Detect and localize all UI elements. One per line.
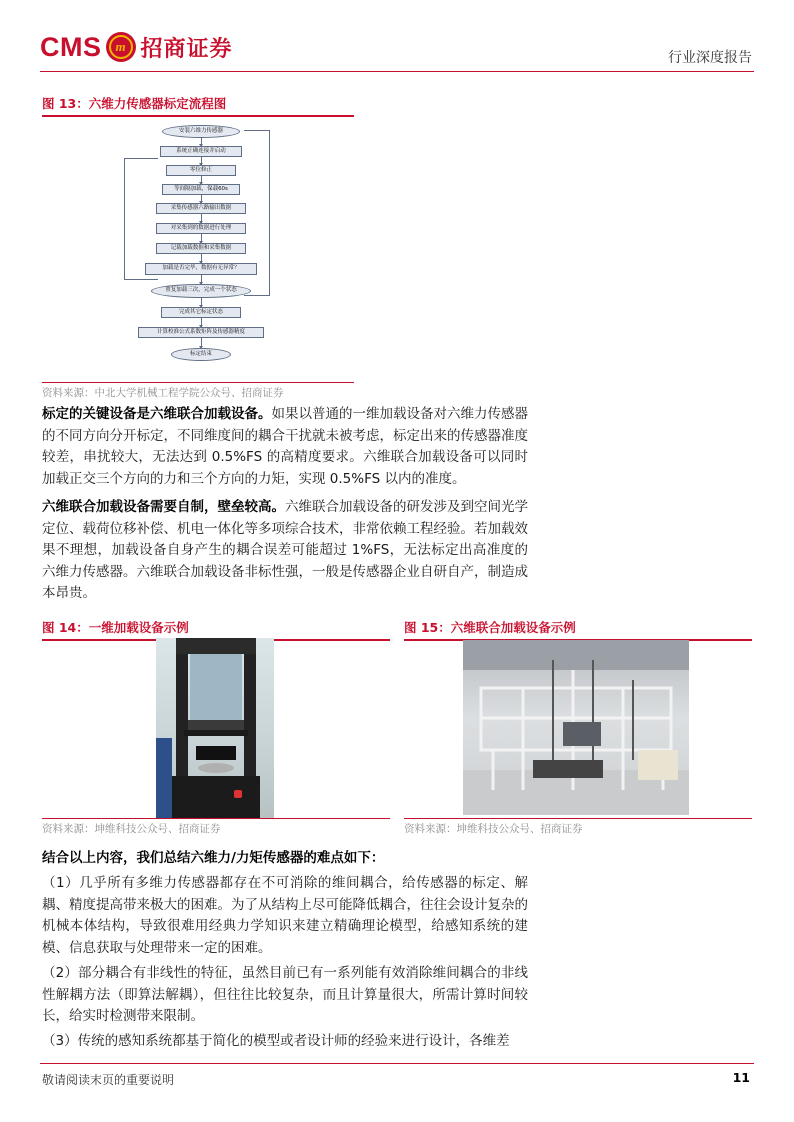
calibration-flowchart (116, 122, 286, 378)
figure-13-caption: 图 13：六维力传感器标定流程图 (42, 96, 354, 117)
flow-node-process: 对采集到的数据进行处理 (156, 223, 246, 234)
flow-node-repeat: 重复加载三次，完成一个状态 (151, 284, 251, 298)
flow-node-install: 安装六维力传感器 (162, 125, 240, 138)
flow-node-end: 标定结束 (171, 348, 231, 361)
flow-node-other-states: 完成其它标定状态 (161, 307, 241, 318)
figure-13-source: 资料来源：中北大学机械工程学院公众号、招商证券 (42, 382, 354, 400)
flow-loop-left (124, 158, 158, 280)
header-divider (40, 71, 754, 72)
figure-15-caption: 图 15：六维联合加载设备示例 (404, 620, 752, 641)
page-number: 11 (732, 1070, 750, 1085)
flow-arrow (201, 195, 202, 203)
paragraph-self-made: 六维联合加载设备需要自制，壁垒较高。六维联合加载设备的研发涉及到空间光学定位、载荷位移补偿、机电一体化等多项综合技术，非常依赖工程经验。若加载效果不理想，加载设备自身产生的耦合误差可能超过 1%FS，无法标定出高准度的六维力传感器。六维联合加载设备非标性强，一般是传感器企业自研自产，制造成本昂贵。 (42, 499, 528, 601)
flow-arrow (201, 338, 202, 348)
difficulty-point-2: （2）部分耦合有非线性的特征，虽然目前已有一系列能有效消除维间耦合的非线性解耦方法（即算法解耦），但往往比较复杂，而且计算量很大，所需计算时间较长，给实时检测带来限制。 (42, 965, 528, 1024)
flow-node-compute: 计算校准公式系数矩阵及传感器精度 (138, 327, 264, 338)
flow-node-collect: 采集传感器六路输出数据 (156, 203, 246, 214)
flow-arrow (201, 254, 202, 263)
logo-chinese-text: 招商证券 (140, 35, 233, 62)
flow-arrow (201, 298, 202, 307)
flow-node-connect: 系统正确连接并启动 (160, 146, 242, 157)
flow-arrow (201, 318, 202, 327)
report-type: 行业深度报告 (668, 50, 752, 66)
paragraph-key-equipment: 标定的关键设备是六维联合加载设备。如果以普通的一维加载设备对六维力传感器的不同方向分开标定，不同维度间的耦合干扰就未被考虑，标定出来的传感器准度较差，串扰较大，无法达到 0.5%FS 的高精度要求。六维联合加载设备可以同时加载正交三个方向的力和三个方向的力矩，实现 0.5%FS 以内的准度。 (42, 406, 528, 487)
flow-arrow (201, 214, 202, 223)
footer-disclaimer-note: 敬请阅读末页的重要说明 (42, 1073, 175, 1087)
single-axis-loading-machine-photo (156, 638, 274, 818)
figure-14-caption: 图 14：一维加载设备示例 (42, 620, 390, 641)
flow-arrow (201, 157, 202, 165)
flow-node-record: 记载加载数据和采集数据 (156, 243, 246, 254)
logo-badge-icon: m (106, 32, 136, 62)
flow-arrow (201, 234, 202, 243)
brand-logo (40, 30, 233, 64)
flow-node-load: 等间隔加载，保载60s (162, 184, 240, 195)
flow-arrow (201, 275, 202, 284)
difficulty-point-1: （1）几乎所有多维力传感器都存在不可消除的维间耦合，给传感器的标定、解耦、精度提高带来极大的困难。为了从结构上尽可能降低耦合，往往会设计复杂的机械本体结构，导致很难用经典力学知识来建立精确理论模型，给感知系统的建模、信息获取与处理带来一定的困难。 (42, 875, 528, 956)
logo-cms-text: CMS (40, 31, 102, 62)
flow-node-check: 加载是否完毕，数据有无异常？ (145, 263, 257, 275)
figure-15-source: 资料来源：坤维科技公众号、招商证券 (404, 818, 752, 836)
summary-title: 结合以上内容，我们总结六维力/力矩传感器的难点如下： (42, 850, 385, 866)
figure-14-source: 资料来源：坤维科技公众号、招商证券 (42, 818, 390, 836)
flow-arrow (201, 138, 202, 146)
footer-divider (40, 1063, 754, 1064)
difficulty-point-3: （3）传统的感知系统都基于简化的模型或者设计师的经验来进行设计，各维差 (42, 1033, 510, 1049)
flow-node-zero: 零位修正 (166, 165, 236, 176)
flow-arrow (201, 176, 202, 184)
six-axis-loading-rig-photo (463, 640, 689, 815)
